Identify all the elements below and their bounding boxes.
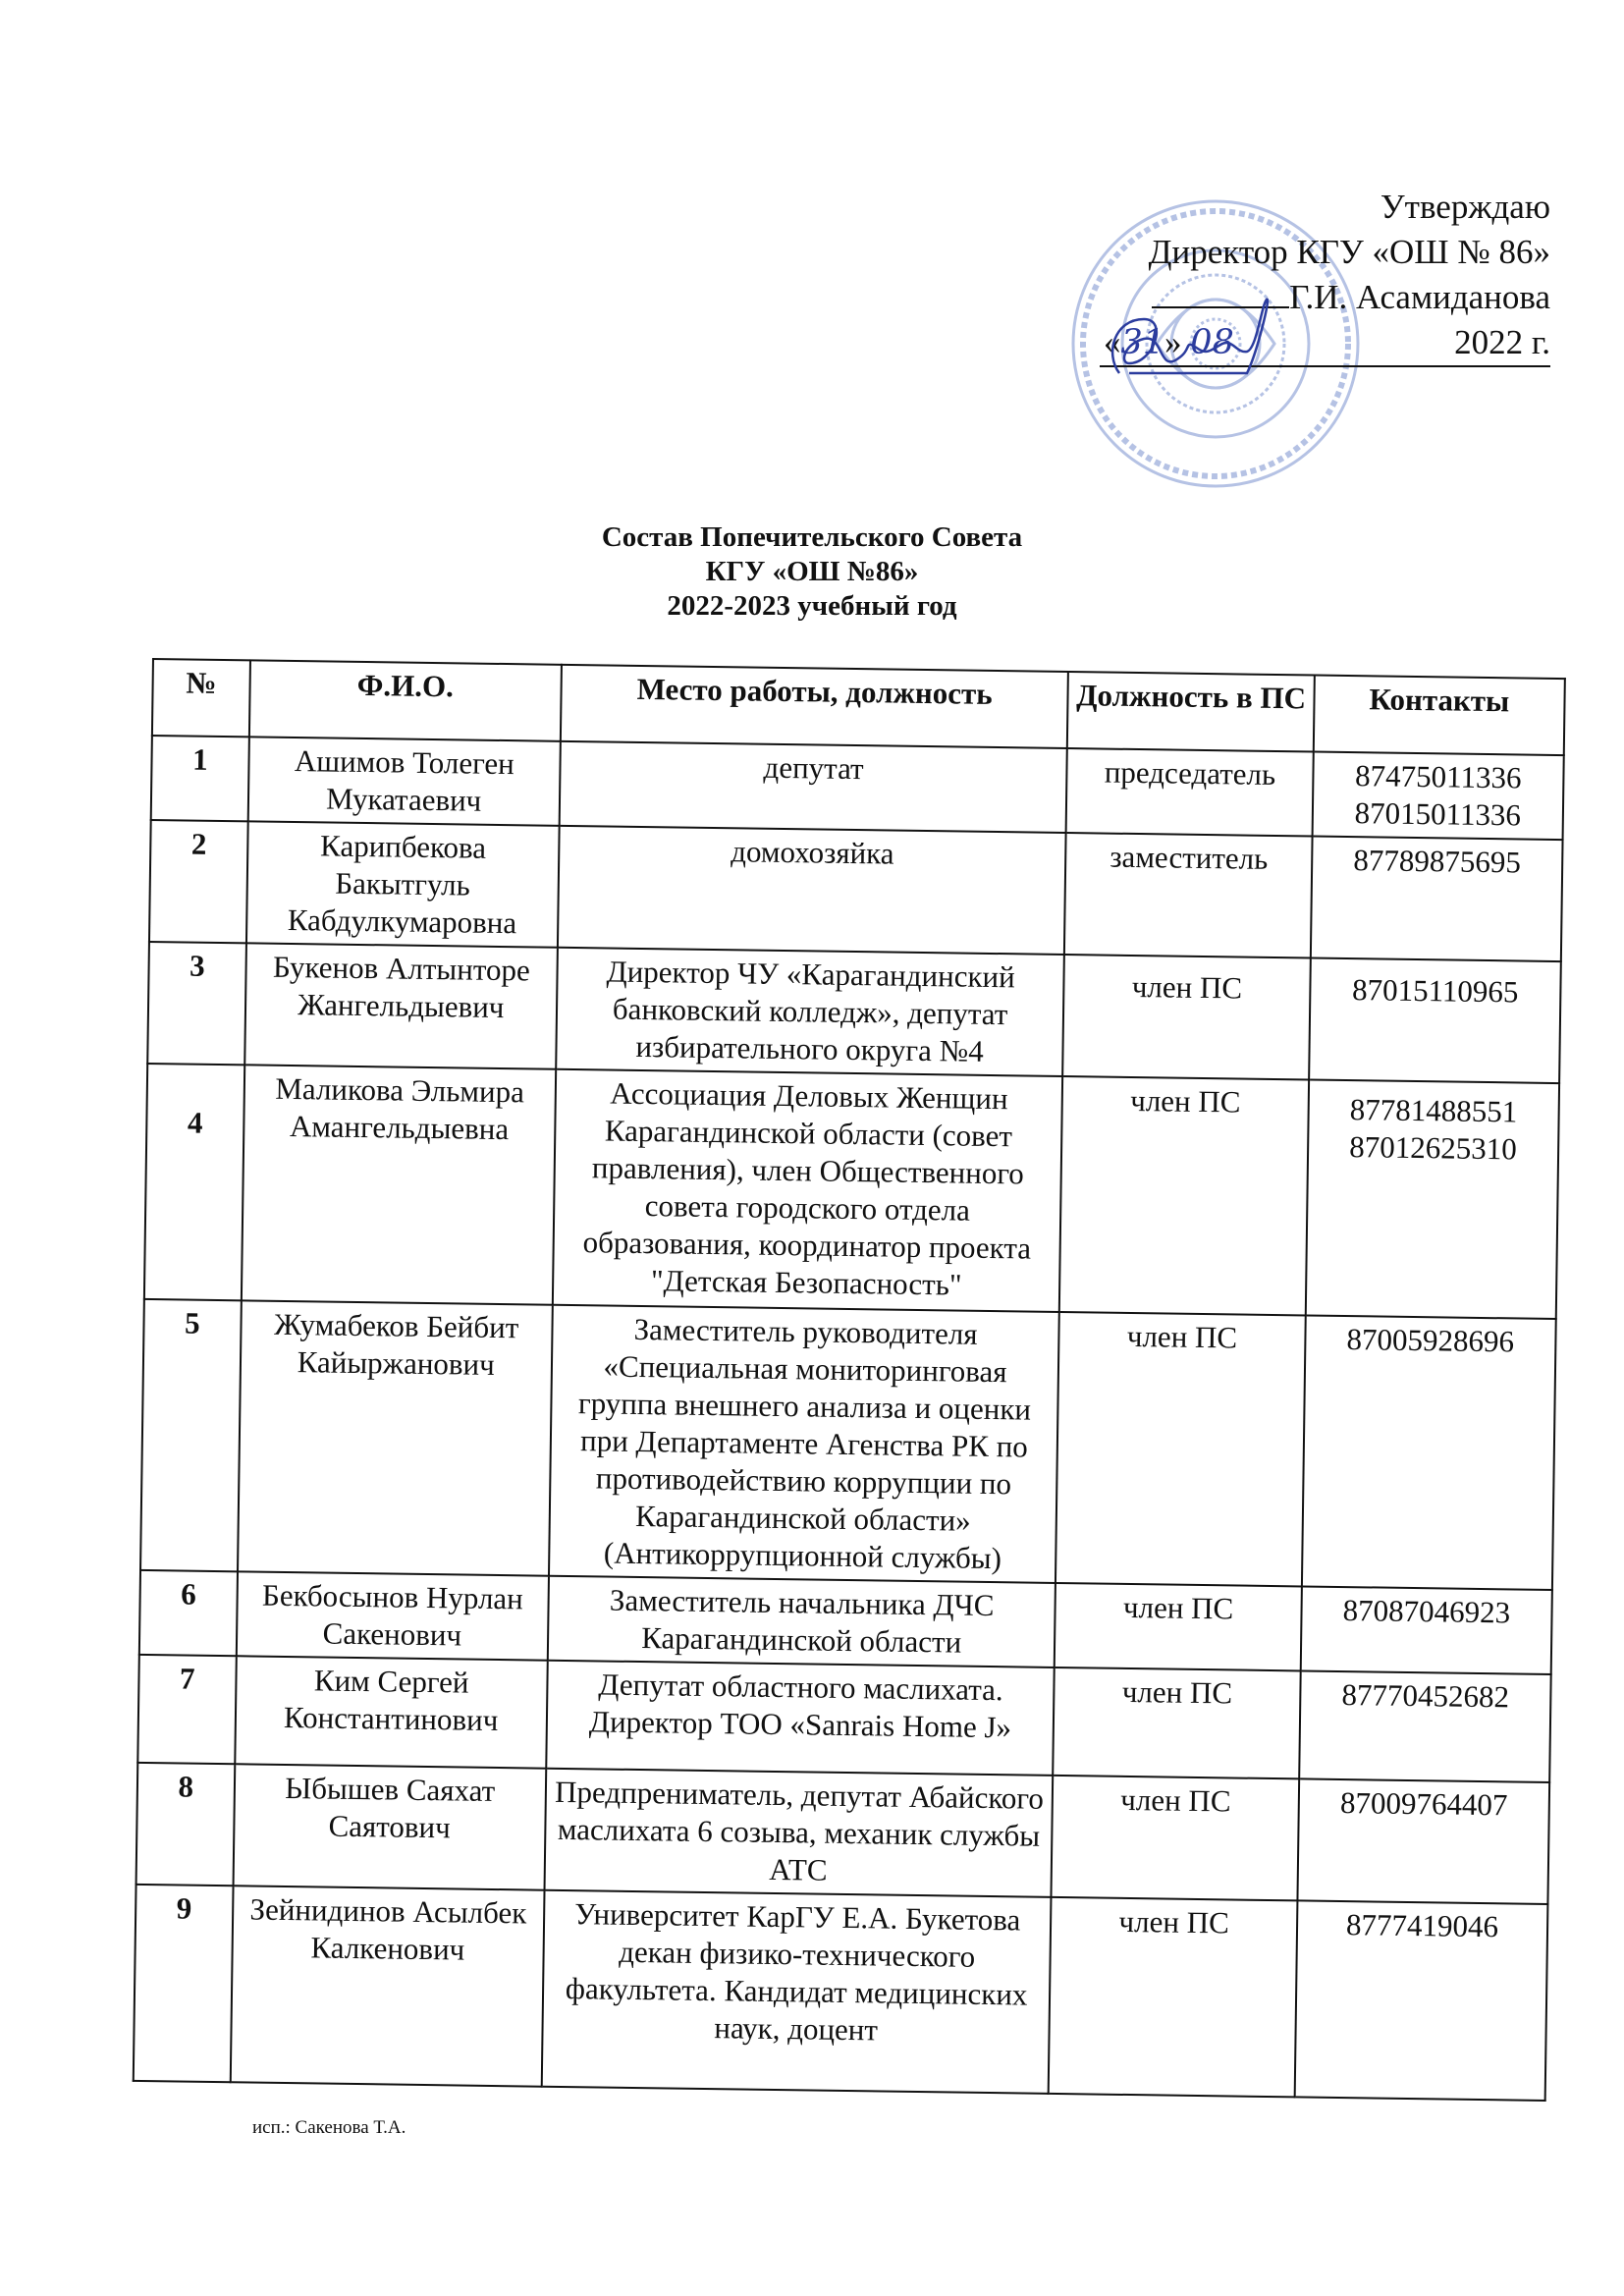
member-name: Ашимов Толеген Мукатаевич [247, 737, 560, 825]
member-name: Маликова Эльмира Амангельдыевна [242, 1065, 557, 1304]
row-number: 1 [151, 736, 249, 821]
title-line-2: КГУ «ОШ №86» [705, 556, 919, 587]
table-row [144, 1064, 1559, 1319]
member-name: Бекбосынов Нурлан Сакенович [236, 1571, 548, 1660]
member-workplace: Ассоциация Деловых Женщин Карагандинской области (совет правления), член Общественного совета городского отдела образования, координатор проекта "Детская Безопасность" [553, 1069, 1063, 1312]
council-table [133, 658, 1566, 2102]
executor-note: исп.: Сакенова Т.А. [252, 2117, 406, 2138]
member-contacts [1294, 1900, 1547, 2101]
table-row [147, 942, 1561, 1083]
phone-number: 87475011336 [1354, 758, 1522, 795]
date-day: 31 [1120, 323, 1165, 362]
phone-number: 87789875695 [1353, 843, 1522, 880]
member-contacts [1306, 1079, 1560, 1319]
member-name: Ким Сергей Константинович [235, 1656, 548, 1768]
table-row [140, 1299, 1556, 1590]
phone-number: 87087046923 [1342, 1593, 1511, 1630]
member-workplace: Депутат областного маслихата. Директор ТОО «Sanrais Home J» [546, 1661, 1055, 1776]
header-contacts: Контакты [1314, 676, 1565, 756]
header-number: № [152, 659, 250, 737]
member-name: Зейнидинов Асылбек Калкенович [230, 1886, 544, 2086]
table-row [149, 820, 1563, 961]
member-workplace: Университет КарГУ Е.А. Букетова декан физико-технического факультета. Кандидат медицинских наук, доцент [542, 1890, 1052, 2094]
phone-number: 87015110965 [1351, 972, 1519, 1010]
member-role: председатель [1066, 748, 1314, 836]
row-number: 4 [144, 1064, 244, 1300]
member-name: Ыбышев Саяхат Саятович [233, 1764, 546, 1889]
date-quote-open: « [1104, 323, 1121, 361]
member-contacts [1309, 957, 1561, 1083]
phone-number: 87770452682 [1341, 1677, 1510, 1715]
document-title [0, 520, 1624, 624]
date-year: 2022 г. [1454, 323, 1550, 361]
member-role: член ПС [1055, 1583, 1302, 1670]
phone-number: 87005928696 [1346, 1322, 1515, 1359]
phone-number: 8777419046 [1345, 1907, 1499, 1944]
member-workplace: Заместитель начальника ДЧС Карагандинской области [548, 1576, 1056, 1667]
table-row [136, 1763, 1550, 1904]
member-role: член ПС [1059, 1076, 1309, 1315]
row-number: 6 [139, 1570, 238, 1656]
member-workplace: домохозяйка [558, 826, 1066, 955]
phone-number: 87015011336 [1354, 795, 1522, 833]
approval-position: Директор КГУ «ОШ № 86» [1148, 233, 1550, 271]
phone-number: 87012625310 [1349, 1129, 1518, 1167]
member-role: член ПС [1052, 1776, 1299, 1900]
header-workplace: Место работы, должность [561, 665, 1069, 748]
row-number: 7 [137, 1655, 236, 1764]
member-contacts [1302, 1315, 1556, 1590]
member-contacts [1311, 837, 1563, 962]
member-contacts [1297, 1778, 1549, 1904]
member-role: член ПС [1062, 955, 1310, 1079]
date-quote-close: » [1164, 323, 1182, 361]
member-workplace: депутат [560, 741, 1068, 833]
row-number: 8 [136, 1763, 235, 1886]
member-role: член ПС [1049, 1897, 1297, 2097]
member-contacts [1300, 1586, 1551, 1674]
member-workplace: Предпрениматель, депутат Абайского маслихата 6 созыва, механик службы АТС [544, 1769, 1053, 1897]
title-line-3: 2022-2023 учебный год [667, 590, 957, 622]
row-number: 5 [140, 1299, 241, 1571]
phone-number: 87009764407 [1339, 1785, 1508, 1823]
row-number: 9 [134, 1885, 233, 2082]
title-line-1: Состав Попечительского Совета [601, 521, 1023, 553]
member-contacts [1312, 752, 1563, 841]
approval-name: Г.И. Асамиданова [1289, 278, 1550, 316]
date-month: 08 [1190, 323, 1234, 362]
approval-heading: Утверждаю [1380, 188, 1550, 226]
member-workplace: Заместитель руководителя «Специальная мониторинговая группа внешнего анализа и оценки при Департаменте Агенства РК по противодействию коррупции по Карагандинской области» (Антикоррупционной службы) [549, 1305, 1059, 1583]
table-row [137, 1655, 1550, 1782]
member-name: Жумабеков Бейбит Кайыржанович [238, 1300, 553, 1575]
member-role: член ПС [1054, 1667, 1301, 1778]
row-number: 3 [147, 942, 245, 1065]
member-workplace: Директор ЧУ «Карагандинский банковский колледж», депутат избирательного округа №4 [556, 948, 1064, 1076]
table-row [134, 1885, 1548, 2101]
member-name: Букенов Алтынторе Жангельдыевич [244, 943, 558, 1068]
member-role: член ПС [1056, 1312, 1305, 1586]
phone-number: 87781488551 [1349, 1092, 1518, 1129]
member-role: заместитель [1064, 833, 1312, 957]
signature-icon [1100, 295, 1286, 388]
member-name: Карипбекова Бакытгуль Кабдулкумаровна [246, 821, 560, 947]
header-name: Ф.И.О. [249, 660, 562, 740]
member-contacts [1299, 1670, 1551, 1782]
row-number: 2 [149, 820, 247, 943]
header-council-role: Должность в ПС [1067, 672, 1314, 751]
